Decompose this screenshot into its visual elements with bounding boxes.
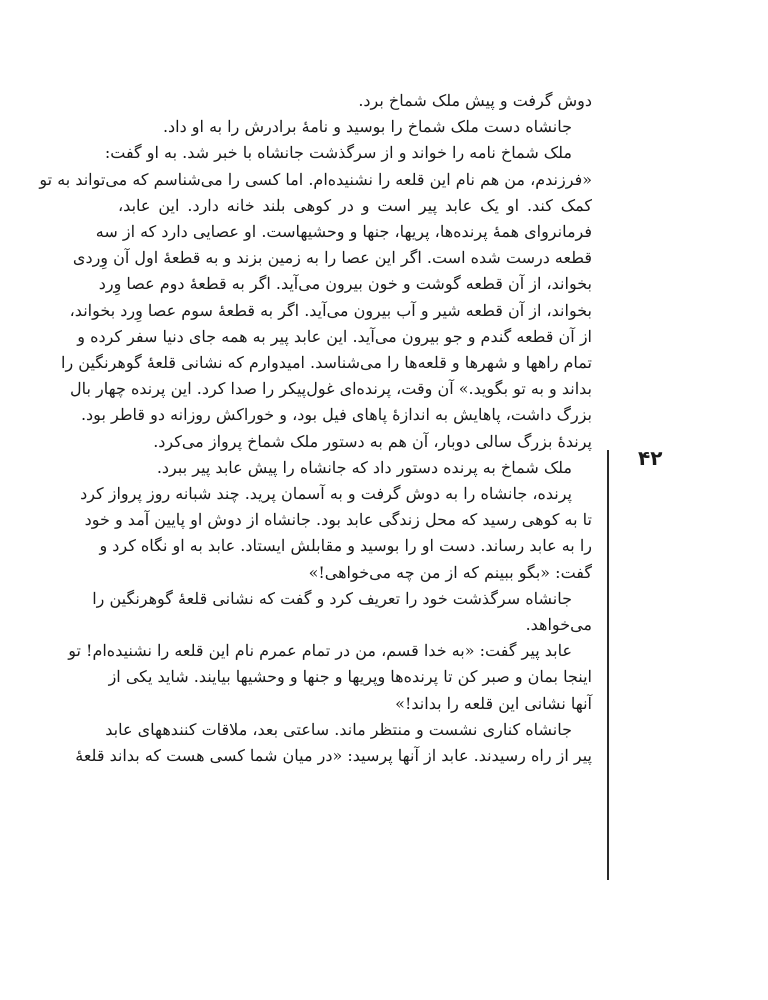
text-line: بخواند، از آن قطعه گوشت و خون بیرون می‌آید. اگر به قطعهٔ دوم عصا وِرد: [98, 274, 592, 294]
text-line: آنها نشانی این قلعه را بداند!»: [395, 693, 592, 713]
paragraph: [92, 586, 592, 638]
text-line: ملک شماخ به پرنده دستور داد که جانشاه را پیش عابد پیر ببرد.: [156, 457, 572, 477]
text-line: دوش گرفت و پیش ملک شماخ برد.: [358, 91, 592, 110]
text-line: از آن قطعه گندم و جو بیرون می‌آید. این عابد پیر به همه جای دنیا سفر کرده و: [77, 326, 592, 346]
text-line: گفت: «بگو ببینم که از من چه می‌خواهی!»: [308, 562, 592, 582]
paragraph: [75, 717, 592, 769]
paragraph: [118, 88, 592, 114]
text-line: فرمانروای همهٔ پرنده‌ها، پریها، جنها و وحشیهاست. او عصایی دارد که از سه: [95, 222, 592, 242]
text-line: را به عابد رساند. دست او را بوسید و مقابلش ایستاد. عابد به او نگاه کرد و: [99, 536, 592, 556]
text-line: قطعه درست شده است. اگر این عصا را به زمین بزند و به قطعهٔ اول آن وِردی: [72, 248, 592, 268]
text-line: جانشاه سرگذشت خود را تعریف کرد و گفت که نشانی قلعهٔ گوهرنگین را: [92, 588, 572, 608]
body-text: [39, 88, 592, 769]
paragraph: [68, 638, 592, 717]
text-line: عابد پیر گفت: «به خدا قسم، من در تمام عمرم نام این قلعه را نشنیده‌ام! تو: [68, 641, 572, 661]
text-line: جانشاه کناری نشست و منتظر ماند. ساعتی بعد، ملاقات کنندههای عابد: [105, 719, 572, 739]
text-line: پیر از راه رسیدند. عابد از آنها پرسید: «در میان شما کسی هست که بداند قلعهٔ: [75, 746, 592, 766]
text-line: کمک کند. او یک عابد پیر است و در کوهی بلند خانه دارد. این عابد،: [118, 195, 592, 215]
text-line: تمام راهها و شهرها و قلعه‌ها را می‌شناسد. امیدوارم که نشانی قلعهٔ گوهرنگین را: [61, 353, 592, 373]
text-line: بخواند، از آن قطعه شیر و آب بیرون می‌آید. اگر به قطعهٔ سوم عصا وِرد بخواند،: [69, 300, 592, 320]
text-line: بزرگ داشت، پاهایش به اندازهٔ پاهای فیل بود، و خوراکش روزانه دو قاطر بود.: [80, 405, 592, 425]
paragraph: [118, 455, 592, 481]
text-line: «فرزندم، من هم نام این قلعه را نشنیده‌ام. اما کسی را می‌شناسم که می‌تواند به تو: [39, 169, 592, 189]
text-line: پرنده، جانشاه را به دوش گرفت و به آسمان پرید. چند شبانه روز پرواز کرد: [80, 484, 572, 504]
text-line: ملک شماخ نامه را خواند و از سرگذشت جانشاه با خبر شد. به او گفت:: [104, 143, 572, 163]
margin-rule: [607, 450, 609, 880]
text-line: پرندهٔ بزرگ سالی دوبار، آن هم به دستور ملک شماخ پرواز می‌کرد.: [153, 431, 592, 451]
page-number: ۴۲: [638, 446, 663, 470]
text-line: اینجا بمان و صبر کن تا پرنده‌ها وپریها و جنها و وحشیها بیایند. شاید یکی از: [108, 667, 592, 687]
text-line: بداند و به تو بگوید.» آن وقت، پرنده‌ای غول‌پیکر را صدا کرد. این پرنده چهار بال: [70, 379, 592, 399]
paragraph: [118, 114, 592, 140]
text-line: جانشاه دست ملک شماخ را بوسید و نامهٔ برادرش را به او داد.: [162, 117, 572, 137]
paragraph: [39, 140, 592, 454]
text-line: تا به کوهی رسید که محل زندگی عابد بود. جانشاه از دوش او پایین آمد و خود: [84, 510, 592, 530]
paragraph: [80, 481, 592, 586]
text-line: می‌خواهد.: [525, 615, 592, 635]
